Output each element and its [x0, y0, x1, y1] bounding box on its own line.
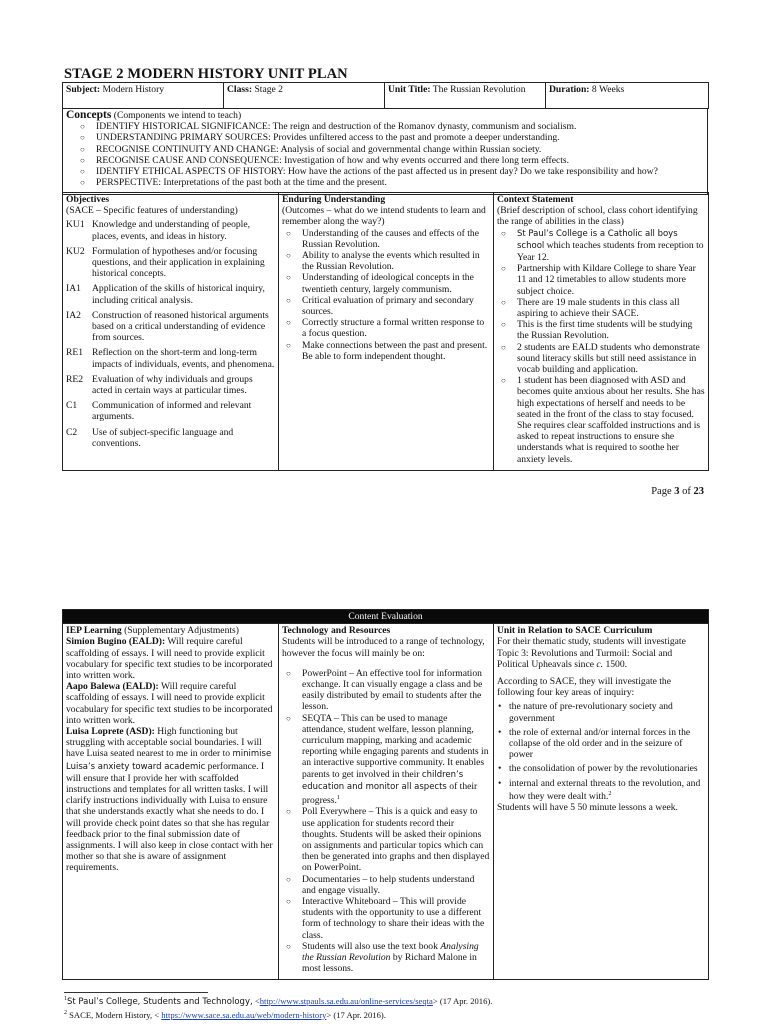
concepts-heading: Concepts — [66, 109, 112, 121]
class-cell: Class: Stage 2 — [224, 83, 385, 109]
list-item: ○ Interactive Whiteboard – This will provide students with the opportunity to use a different form of technology to share their ideas with the class. — [282, 896, 490, 941]
list-item: • the role of external and/or internal forces in the collapse of the old order and in the seizure of power — [497, 727, 705, 761]
iep-heading: IEP Learning (Supplementary Adjustments) — [66, 625, 239, 637]
sace-heading: Unit in Relation to SACE Curriculum — [497, 625, 653, 637]
technology-resources-cell — [279, 624, 494, 980]
objective-item: RE2 Evaluation of why individuals and groups acted in certain ways at particular times. — [66, 373, 253, 397]
context-intro: (Brief description of school, class cohort identifying the range of abilities in the class) — [497, 205, 698, 228]
objective-item: KU2 Formulation of hypotheses and/or focusing questions, and their application in explaining historical concepts. — [66, 245, 265, 280]
sace-paragraph: According to SACE, they will investigate the following four key areas of inquiry: — [497, 676, 671, 699]
list-item: ○ Critical evaluation of primary and secondary sources. — [282, 295, 490, 317]
iep-learning-cell — [63, 624, 279, 980]
unit-header-table — [62, 82, 709, 109]
list-item: ○ Ability to analyse the events which resulted in the Russian Revolution. — [282, 250, 490, 272]
objective-item: C2 Use of subject-specific language and conventions. — [66, 426, 234, 449]
context-heading: Context Statement — [497, 194, 574, 205]
list-item: • the consolidation of power by the revolutionaries — [497, 763, 705, 774]
objectives-heading: Objectives — [66, 194, 110, 205]
concepts-table — [62, 108, 708, 195]
list-item: ○ UNDERSTANDING PRIMARY SOURCES: Provides unfiltered access to the past and promote a deeper understanding. — [76, 132, 704, 143]
list-item: ○ Make connections between the past and present. Be able to form independent thought. — [282, 340, 490, 362]
list-item: ○ IDENTIFY HISTORICAL SIGNIFICANCE: The reign and destruction of the Romanov dynasty, communism and socialism. — [76, 121, 704, 132]
objectives-table — [62, 192, 709, 471]
enduring-understanding-cell — [279, 193, 494, 471]
content-evaluation-heading: Content Evaluation — [63, 610, 709, 624]
list-item: ○ RECOGNISE CAUSE AND CONSEQUENCE: Investigation of how and why events occurred and there long term effects. — [76, 155, 704, 166]
objective-item: KU1 Knowledge and understanding of people, places, events, and ideas in history. — [66, 219, 250, 242]
objectives-intro: (SACE – Specific features of understanding) — [66, 205, 238, 217]
subject-cell: Subject: Modern History — [63, 83, 224, 109]
sace-curriculum-cell — [494, 624, 709, 980]
sace-paragraph: For their thematic study, students will investigate Topic 3: Revolutions and Turmoil: Social and Political Upheavals since c. 1500. — [497, 636, 686, 670]
objective-item: C1 Communication of informed and relevant arguments. — [66, 400, 252, 423]
unit-title-cell: Unit Title: The Russian Revolution — [385, 83, 546, 109]
objective-item: IA2 Construction of reasoned historical arguments based on a critical understanding of evidence from sources. — [66, 309, 269, 344]
duration-cell: Duration: 8 Weeks — [546, 83, 709, 109]
objectives-cell — [63, 193, 279, 471]
enduring-list — [282, 228, 490, 362]
sace-list — [497, 701, 705, 802]
concepts-subheading: (Components we intend to teach) — [113, 110, 242, 121]
page-title: STAGE 2 MODERN HISTORY UNIT PLAN — [64, 66, 348, 82]
list-item: • internal and external threats to the revolution, and how they were dealt with.$^2$ — [497, 778, 705, 803]
sace-paragraph: Students will have 5 50 minute lessons a week. — [497, 802, 678, 814]
list-item: ○ Understanding of the causes and effects of the Russian Revolution. — [282, 228, 490, 250]
list-item: ○ IDENTIFY ETHICAL ASPECTS OF HISTORY: How have the actions of the past affected us in present day? Do we take responsibility and how? — [76, 166, 704, 177]
footnotes — [64, 994, 492, 1021]
context-list — [497, 228, 705, 465]
objective-item: IA1 Application of the skills of historical inquiry, including critical analysis. — [66, 283, 265, 306]
list-item: ○ SEQTA – This can be used to manage attendance, student welfare, lesson planning, curriculum mapping, marking and academic reporting while engaging parents and students in an interactive supportive community. It enables parents to get involved in their children’s education and monitor all aspects of their progress.$^1$ — [282, 713, 490, 807]
footnote-2: $^2$ SACE, Modern History, < https://www.sace.sa.edu.au/web/modern-history> (17 Apr. 2016). — [64, 1009, 386, 1020]
list-item: ○ Students will also use the text book Analysing the Russian Revolution by Richard Malone in most lessons. — [282, 941, 490, 975]
list-item: ○ 1 student has been diagnosed with ASD and becomes quite anxious about her results. She has high expectations of herself and needs to be seated in the front of the class to stay focused. She requires clear scaffolded instructions and is asked to repeat instructions to ensure she understands what is required to soothe her anxiety levels. — [497, 375, 705, 465]
list-item: ○ There are 19 male students in this class all aspiring to achieve their SACE. — [497, 297, 705, 319]
list-item: ○ PowerPoint – An effective tool for information exchange. It can visually engage a class and be easily distributed by email to students after the lesson. — [282, 668, 490, 713]
tech-list — [282, 668, 490, 975]
list-item: • the nature of pre-revolutionary society and government — [497, 701, 705, 723]
list-item: ○ Understanding of ideological concepts in the twentieth century, largely communism. — [282, 272, 490, 294]
footnote-1-link[interactable]: http://www.stpauls.sa.edu.au/online-services/seqta — [259, 995, 433, 1006]
tech-heading: Technology and Resources — [282, 625, 391, 637]
concepts-cell — [63, 109, 708, 195]
student-adjustment: Simion Bugino (EALD): Will require careful scaffolding of essays. I will need to provide explicit vocabulary for specific text studies to be incorporated into written work. — [66, 636, 273, 682]
context-statement-cell — [494, 193, 709, 471]
list-item: ○ This is the first time students will be studying the Russian Revolution. — [497, 319, 705, 341]
enduring-heading: Enduring Understanding — [282, 194, 386, 205]
list-item: ○ RECOGNISE CONTINUITY AND CHANGE: Analysis of social and governmental change within Russian society. — [76, 144, 704, 155]
page-number: Page 3 of 23 — [651, 486, 704, 497]
tech-intro: Students will be introduced to a range of technology, however the focus will mainly be on: — [282, 636, 485, 659]
list-item: ○ St Paul’s College is a Catholic all boys school which teaches students from reception to Year 12. — [497, 228, 705, 264]
list-item: ○ PERSPECTIVE: Interpretations of the past both at the time and the present. — [76, 177, 704, 188]
objective-item: RE1 Reflection on the short-term and long-term impacts of individuals, events, and phenomena. — [66, 347, 275, 370]
student-adjustment: Luisa Loprete (ASD): High functioning but struggling with acceptable social boundaries. I will have Luisa seated nearest to me in order to minimise Luisa’s anxiety toward academic performance. I will ensure that I provide her with scaffolded instructions and templates for all written tasks. I will clarify instructions individually with Luisa to ensure that she understands exactly what she needs to do. I will provide check point dates so that she has regular feedback prior to the final submission date of assignments. I will also keep in close contact with her mother so that she is aware of assignment requirements. — [66, 726, 273, 874]
list-item: ○ 2 students are EALD students who demonstrate sound literacy skills but still need assistance in vocab building and application. — [497, 342, 705, 376]
enduring-intro: (Outcomes – what do we intend students to learn and remember along the way?) — [282, 205, 486, 228]
list-item: ○ Poll Everywhere – This is a quick and easy to use application for students record their thoughts. Students will be asked their opinions on assignments and particular topics which can then be generated into graphs and then displayed on PowerPoint. — [282, 806, 490, 873]
footnote-1: $^1$St Paul’s College, Students and Technology, <http://www.stpauls.sa.edu.au/online-services/seqta> (17 Apr. 2016). — [64, 995, 493, 1007]
content-evaluation-table — [62, 609, 709, 980]
list-item: ○ Correctly structure a formal written response to a focus question. — [282, 317, 490, 339]
footnote-2-link[interactable]: https://www.sace.sa.edu.au/web/modern-history — [161, 1009, 327, 1020]
footnote-divider — [64, 992, 208, 993]
student-adjustment: Aapo Balewa (EALD): Will require careful scaffolding of essays. I will need to provide explicit vocabulary for specific text studies to be incorporated into written work. — [66, 681, 273, 726]
concepts-list — [76, 121, 704, 188]
list-item: ○ Partnership with Kildare College to share Year 11 and 12 timetables to allow students more subject choice. — [497, 263, 705, 297]
list-item: ○ Documentaries – to help students understand and engage visually. — [282, 874, 490, 896]
